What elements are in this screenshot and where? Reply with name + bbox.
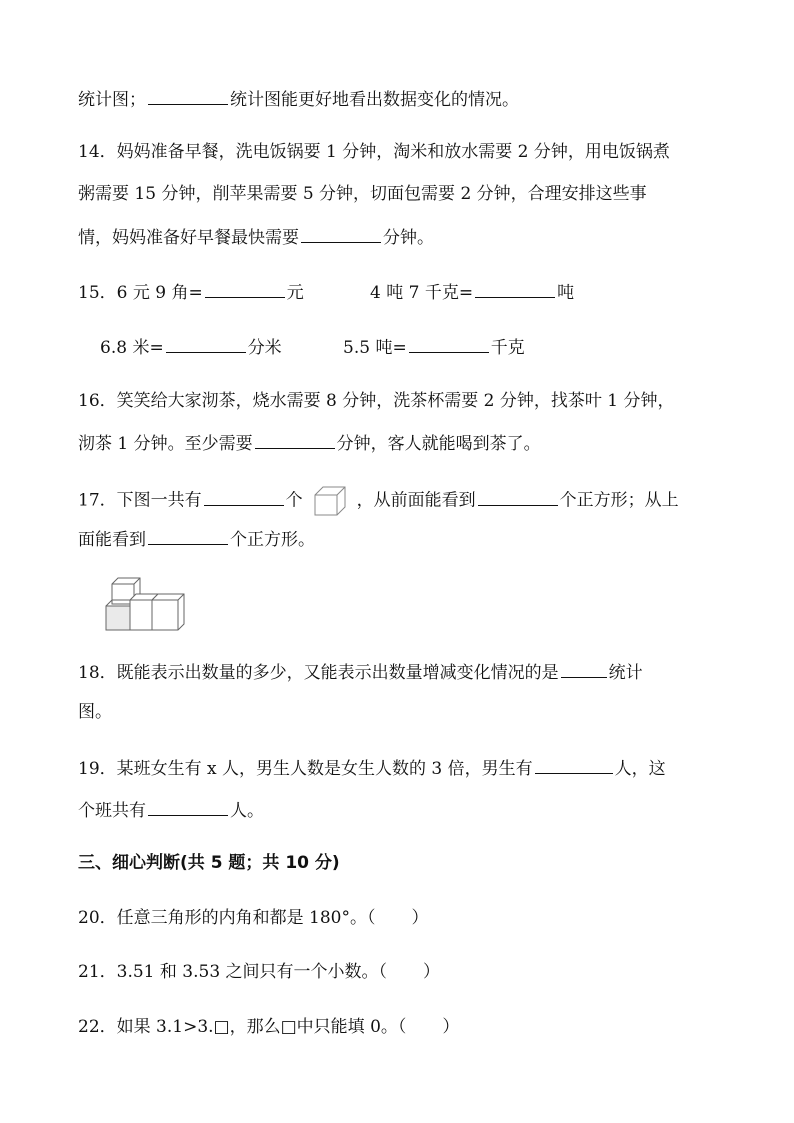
q21-line bbox=[78, 960, 440, 984]
q14-line-2: 粥需要 15 分钟，削苹果需要 5 分钟，切面包需要 2 分钟，合理安排这些事 bbox=[78, 184, 647, 204]
q17-text-1b: 个 bbox=[285, 490, 303, 511]
q20-close: ） bbox=[411, 908, 429, 928]
q15-a-blank[interactable] bbox=[205, 279, 285, 298]
q15-line-2b bbox=[343, 334, 525, 360]
q17-text-2a: 面能看到 bbox=[78, 530, 146, 550]
q17-line-2 bbox=[78, 526, 315, 552]
q15-b-unit: 吨 bbox=[557, 283, 575, 303]
q17-front-blank[interactable] bbox=[478, 487, 558, 506]
q18-line-1 bbox=[78, 659, 643, 685]
q19-line-1 bbox=[78, 755, 666, 781]
q18-text-1a: 18．既能表示出数量的多少，又能表示出数量增减变化情况的是 bbox=[78, 663, 559, 683]
q17-line-1 bbox=[78, 485, 679, 517]
q19-text-1a: 19．某班女生有 x 人，男生人数是女生人数的 3 倍，男生有 bbox=[78, 759, 533, 779]
q16-text-2a: 沏茶 1 分钟。至少需要 bbox=[78, 434, 253, 454]
q19-text-2a: 个班共有 bbox=[78, 801, 146, 821]
q18-text-1b: 统计 bbox=[608, 663, 643, 683]
q16-text-2b: 分钟，客人就能喝到茶了。 bbox=[336, 434, 541, 454]
q14-text-3b: 分钟。 bbox=[383, 228, 434, 248]
q21-close: ） bbox=[423, 962, 441, 982]
q22-line bbox=[78, 1015, 459, 1039]
q17-text-1c: ，从前面能看到 bbox=[356, 490, 476, 511]
q15-c-unit: 分米 bbox=[247, 338, 282, 358]
q20-line bbox=[78, 906, 428, 930]
q15-line-2 bbox=[100, 334, 282, 360]
q14-text-3a: 情，妈妈准备好早餐最快需要 bbox=[78, 228, 299, 248]
q15-line-1b bbox=[370, 279, 574, 305]
q19-total-blank[interactable] bbox=[148, 797, 228, 816]
q15-b-label: 4 吨 7 千克= bbox=[370, 283, 474, 303]
q17-text-2b: 个正方形。 bbox=[230, 530, 315, 550]
q18-answer-blank[interactable] bbox=[561, 659, 607, 678]
q15-c-label: 6.8 米= bbox=[100, 338, 164, 358]
q13-text-2: 统计图能更好地看出数据变化的情况。 bbox=[230, 90, 519, 110]
q15-d-unit: 千克 bbox=[490, 338, 525, 358]
q13-line bbox=[78, 86, 519, 112]
q15-d-blank[interactable] bbox=[409, 334, 489, 353]
q16-line-2 bbox=[78, 430, 541, 456]
q22-close: ） bbox=[442, 1017, 460, 1037]
section-3-title: 三、细心判断(共 5 题；共 10 分) bbox=[78, 853, 340, 873]
q19-line-2 bbox=[78, 797, 264, 823]
q17-count-blank[interactable] bbox=[204, 487, 284, 506]
q15-c-blank[interactable] bbox=[166, 334, 246, 353]
q14-line-3 bbox=[78, 224, 434, 250]
q16-answer-blank[interactable] bbox=[255, 430, 335, 449]
q18-line-2: 图。 bbox=[78, 702, 112, 722]
q19-text-1b: 人，这 bbox=[614, 759, 666, 779]
q13-text-1: 统计图； bbox=[78, 90, 146, 110]
q22-text: 22．如果 3.1>3.□，那么□中只能填 0。（ bbox=[78, 1017, 407, 1037]
q19-text-2b: 人。 bbox=[230, 801, 264, 821]
q14-answer-blank[interactable] bbox=[301, 224, 381, 243]
q21-text: 21．3.51 和 3.53 之间只有一个小数。（ bbox=[78, 962, 388, 982]
q15-b-blank[interactable] bbox=[475, 279, 555, 298]
q14-line-1: 14．妈妈准备早餐，洗电饭锅要 1 分钟，淘米和放水需要 2 分钟，用电饭锅煮 bbox=[78, 142, 670, 162]
cube-stack-figure bbox=[100, 570, 192, 634]
q15-d-label: 5.5 吨= bbox=[343, 338, 407, 358]
q16-line-1: 16．笑笑给大家沏茶，烧水需要 8 分钟，洗茶杯需要 2 分钟，找茶叶 1 分钟， bbox=[78, 391, 675, 411]
q15-a-label: 15．6 元 9 角= bbox=[78, 283, 203, 303]
q17-text-1a: 17．下图一共有 bbox=[78, 490, 202, 511]
q20-text: 20．任意三角形的内角和都是 180°。（ bbox=[78, 908, 376, 928]
cube-icon bbox=[313, 485, 347, 517]
q17-top-blank[interactable] bbox=[148, 526, 228, 545]
q15-line-1 bbox=[78, 279, 304, 305]
q13-answer-blank[interactable] bbox=[148, 86, 228, 105]
q17-text-1d: 个正方形；从上 bbox=[559, 490, 679, 511]
q15-a-unit: 元 bbox=[286, 283, 304, 303]
q19-boys-blank[interactable] bbox=[535, 755, 613, 774]
